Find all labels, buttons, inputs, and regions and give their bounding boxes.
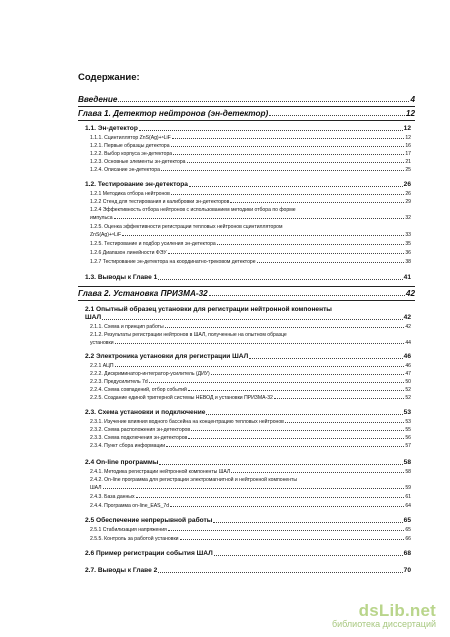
- toc-entry-title: 2.5.1 Стабилизация напряжения: [90, 527, 167, 533]
- toc-entry-1-1-1[interactable]: [90, 136, 411, 141]
- toc-entry-title: 2.2 Электроника установки для регистрации ШАЛ: [85, 353, 249, 360]
- toc-entry-page: 53: [403, 409, 411, 416]
- toc-entry-page: 17: [405, 151, 411, 157]
- toc-entry-page: 55: [405, 427, 411, 433]
- toc-entry-page: 4: [410, 95, 415, 104]
- toc-entry-title: 2.2.5. Создание единой триггерной системы НЕВОД и установки ПРИЗМА-32: [90, 395, 273, 401]
- toc-entry-page: 12: [405, 109, 415, 118]
- divider: [78, 106, 415, 107]
- toc-entry-title: 1.2. Тестирование эн-детектора: [85, 181, 188, 188]
- toc-entry-page: 50: [405, 379, 411, 385]
- toc-entry-page: 42: [405, 324, 411, 330]
- watermark-subtitle: библиотека диссертаций: [331, 619, 436, 629]
- toc-entry-page: 26: [403, 181, 411, 188]
- toc-entry-page: 57: [405, 443, 411, 449]
- toc-entry-title: 2.5 Обеспечение непрерывной работы: [85, 517, 213, 524]
- toc-entry-page: 65: [403, 517, 411, 524]
- toc-entry-title: 2.2.4. Схема совпадений, отбор событий: [90, 387, 187, 393]
- toc-entry-page: 52: [405, 387, 411, 393]
- toc-entry-2-3-2[interactable]: [90, 428, 411, 433]
- toc-entry-page: 21: [405, 159, 411, 165]
- toc-entry-2-2-3[interactable]: [90, 380, 411, 385]
- toc-entry-1-2-2b[interactable]: [90, 200, 411, 205]
- toc-entry-2-7[interactable]: [85, 568, 411, 575]
- toc-entry-1-2-1b[interactable]: [90, 192, 411, 197]
- toc-entry-2-2-5[interactable]: [90, 396, 411, 401]
- toc-entry-1-2-5-line2[interactable]: [90, 233, 411, 238]
- toc-entry-title: 2.1.1. Схема и принцип работы: [90, 324, 164, 330]
- toc-entry-page: 58: [403, 459, 411, 466]
- toc-entry-title: 1.2.1. Первые образцы детектора: [90, 143, 170, 149]
- toc-entry-1-2-6[interactable]: [90, 251, 411, 256]
- watermark: [332, 601, 436, 629]
- toc-entry-1-2-2[interactable]: [90, 152, 411, 157]
- toc-entry-page: 68: [403, 550, 411, 557]
- toc-entry-2-1-1[interactable]: [90, 325, 411, 330]
- toc-entry-title: 1.2.3. Основные элементы эн-детектора: [90, 159, 186, 165]
- toc-entry-page: 56: [405, 435, 411, 441]
- divider: [78, 286, 415, 287]
- toc-entry-title: установки: [90, 340, 114, 346]
- toc-entry-page: 12: [405, 135, 411, 141]
- toc-entry-title: Введение: [78, 95, 118, 104]
- toc-entry-title: 2.4.3. База данных: [90, 494, 135, 500]
- toc-entry-title: 2.2.1 АЦП: [90, 363, 114, 369]
- toc-entry-chapter-2[interactable]: [78, 290, 415, 298]
- toc-entry-2-6[interactable]: [85, 551, 411, 558]
- toc-entry-page: 41: [403, 274, 411, 281]
- toc-entry-page: 59: [405, 485, 411, 491]
- toc-entry-2-1-line1[interactable]: 2.1 Опытный образец установки для регистрации нейтронной компоненты: [85, 306, 332, 313]
- toc-entry-title: 2.4 On-line программы: [85, 459, 159, 466]
- toc-entry-1-1[interactable]: [85, 126, 411, 133]
- toc-entry-title: 1.2.6 Диапазон линейности ФЭУ: [90, 250, 167, 256]
- toc-entry-title: 1.2.1 Методика отбора нейтронов: [90, 191, 170, 197]
- toc-entry-2-4[interactable]: [85, 460, 411, 467]
- divider: [78, 120, 415, 121]
- toc-entry-page: 61: [405, 494, 411, 500]
- toc-entry-2-5[interactable]: [85, 518, 411, 525]
- toc-entry-page: 42: [403, 314, 411, 321]
- toc-entry-page: 38: [405, 259, 411, 265]
- toc-entry-1-2-4-line1[interactable]: 1.2.4 Эффективность отбора нейтронов с использованием методики отбора по форме: [90, 207, 296, 213]
- toc-entry-2-2[interactable]: [85, 354, 411, 361]
- toc-entry-title: 2.3. Схема установки и подключение: [85, 409, 206, 416]
- toc-entry-title: 2.3.3. Схема подключения эн-детекторов: [90, 435, 188, 441]
- toc-entry-title: 2.4.4. Программа on-line_EAS_7d: [90, 503, 170, 509]
- toc-entry-2-4-2-line2[interactable]: [90, 486, 411, 491]
- toc-entry-title: Глава 1. Детектор нейтронов (эн-детектор): [78, 109, 269, 118]
- toc-entry-1-2-4[interactable]: [90, 168, 411, 173]
- toc-entry-page: 53: [405, 419, 411, 425]
- toc-entry-page: 58: [405, 469, 411, 475]
- toc-entry-title: 2.4.1. Методика регистрации нейтронной компоненты ШАЛ: [90, 469, 231, 475]
- toc-entry-page: 46: [403, 353, 411, 360]
- toc-entry-title: ШАЛ: [90, 485, 102, 491]
- toc-entry-page: 36: [405, 250, 411, 256]
- toc-entry-1-2-5b[interactable]: [90, 242, 411, 247]
- toc-entry-1-2-1[interactable]: [90, 144, 411, 149]
- toc-entry-2-4-2-line1[interactable]: 2.4.2. On-line программа для регистрации электромагнитной и нейтронной компоненты: [90, 477, 298, 483]
- toc-entry-2-2-1[interactable]: [90, 364, 411, 369]
- toc-entry-1-2-7[interactable]: [90, 260, 411, 265]
- toc-entry-page: 44: [405, 340, 411, 346]
- toc-entry-title: 1.2.2 Стенд для тестирования и калибровки эн-детекторов: [90, 199, 230, 205]
- toc-entry-title: 2.3.1. Изучение влияния водного бассейна на концентрацию тепловых нейтронов: [90, 419, 284, 425]
- toc-entry-title: 2.6 Пример регистрации события ШАЛ: [85, 550, 213, 557]
- toc-entry-title: 1.2.5. Тестирование и подбор усиления эн-детектора: [90, 241, 216, 247]
- toc-entry-title: 2.3.4. Пункт сбора информации: [90, 443, 166, 449]
- toc-entry-2-5-5[interactable]: [90, 537, 411, 542]
- toc-entry-chapter-1[interactable]: [78, 110, 415, 118]
- toc-entry-page: 47: [405, 371, 411, 377]
- toc-entry-title: ZnS(Ag)+⁶LiF: [90, 232, 122, 238]
- toc-entry-2-2-4[interactable]: [90, 388, 411, 393]
- toc-entry-2-5-1[interactable]: [90, 528, 411, 533]
- toc-entry-1-3[interactable]: [85, 275, 411, 282]
- toc-entry-2-3-4[interactable]: [90, 444, 411, 449]
- toc-entry-title: 2.2.3. Предусилитель 7d: [90, 379, 148, 385]
- toc-entry-2-2-2[interactable]: [90, 372, 411, 377]
- toc-entry-page: 35: [405, 241, 411, 247]
- toc-entry-2-1-2-line1[interactable]: 2.1.2. Результаты регистрации нейтронов в ШАЛ, полученные на опытном образце: [90, 332, 287, 338]
- toc-entry-page: 32: [405, 215, 411, 221]
- toc-entry-2-3-1[interactable]: [90, 420, 411, 425]
- toc-entry-page: 66: [405, 536, 411, 542]
- toc-entry-title: импульса: [90, 215, 113, 221]
- toc-entry-title: 1.1.1. Сцинтиллятор ZnS(Ag)+⁶LiF: [90, 135, 171, 141]
- toc-entry-page: 26: [405, 191, 411, 197]
- toc-entry-page: 42: [405, 289, 415, 298]
- toc-entry-1-2[interactable]: [85, 182, 411, 189]
- toc-entry-title: 1.1. Эн-детектор: [85, 125, 138, 132]
- toc-entry-2-3[interactable]: [85, 410, 411, 417]
- toc-entry-1-2-3[interactable]: [90, 160, 411, 165]
- toc-entry-page: 33: [405, 232, 411, 238]
- toc-entry-title: 2.3.2. Схема расположения эн-детекторов: [90, 427, 191, 433]
- toc-entry-page: 52: [405, 395, 411, 401]
- toc-entry-1-2-4-line2[interactable]: [90, 216, 411, 221]
- toc-entry-intro[interactable]: [78, 96, 415, 104]
- toc-entry-title: 1.3. Выводы к Главе 1: [85, 274, 158, 281]
- toc-entry-page: 70: [403, 567, 411, 574]
- toc-entry-title: 2.5.5. Контроль за работой установки: [90, 536, 179, 542]
- toc-entry-page: 25: [405, 167, 411, 173]
- watermark-logo: dsLib.net: [358, 601, 436, 620]
- toc-entry-2-3-3[interactable]: [90, 436, 411, 441]
- divider: [78, 300, 415, 301]
- toc-entry-1-2-5-line1[interactable]: 1.2.5. Оценка эффективности регистрации тепловых нейтронов сцинтиллятором: [90, 224, 283, 230]
- toc-entry-page: 12: [403, 125, 411, 132]
- toc-entry-2-1-line2[interactable]: [85, 315, 411, 322]
- toc-entry-title: 1.2.7 Тестирование эн-детектора на координатно-трековом детекторе: [90, 259, 256, 265]
- toc-entry-title: 2.7. Выводы к Главе 2: [85, 567, 158, 574]
- toc-entry-page: 65: [405, 527, 411, 533]
- toc-entry-2-1-2-line2[interactable]: [90, 341, 411, 346]
- toc-entry-title: 1.2.2. Выбор корпуса эн-детектора: [90, 151, 173, 157]
- toc-heading: Содержание:: [78, 72, 140, 83]
- toc-entry-page: 16: [405, 143, 411, 149]
- toc-entry-title: Глава 2. Установка ПРИЗМА-32: [78, 289, 208, 298]
- toc-entry-page: 46: [405, 363, 411, 369]
- toc-entry-2-4-4[interactable]: [90, 504, 411, 509]
- toc-entry-2-4-1[interactable]: [90, 470, 411, 475]
- toc-entry-page: 29: [405, 199, 411, 205]
- toc-entry-2-4-3[interactable]: [90, 495, 411, 500]
- toc-entry-page: 64: [405, 503, 411, 509]
- toc-entry-title: 2.2.2. Дискриминатор-интегратор-усилитель (ДИУ): [90, 371, 210, 377]
- toc-entry-title: ШАЛ: [85, 314, 102, 321]
- toc-entry-title: 1.2.4. Описание эн-детектора: [90, 167, 160, 173]
